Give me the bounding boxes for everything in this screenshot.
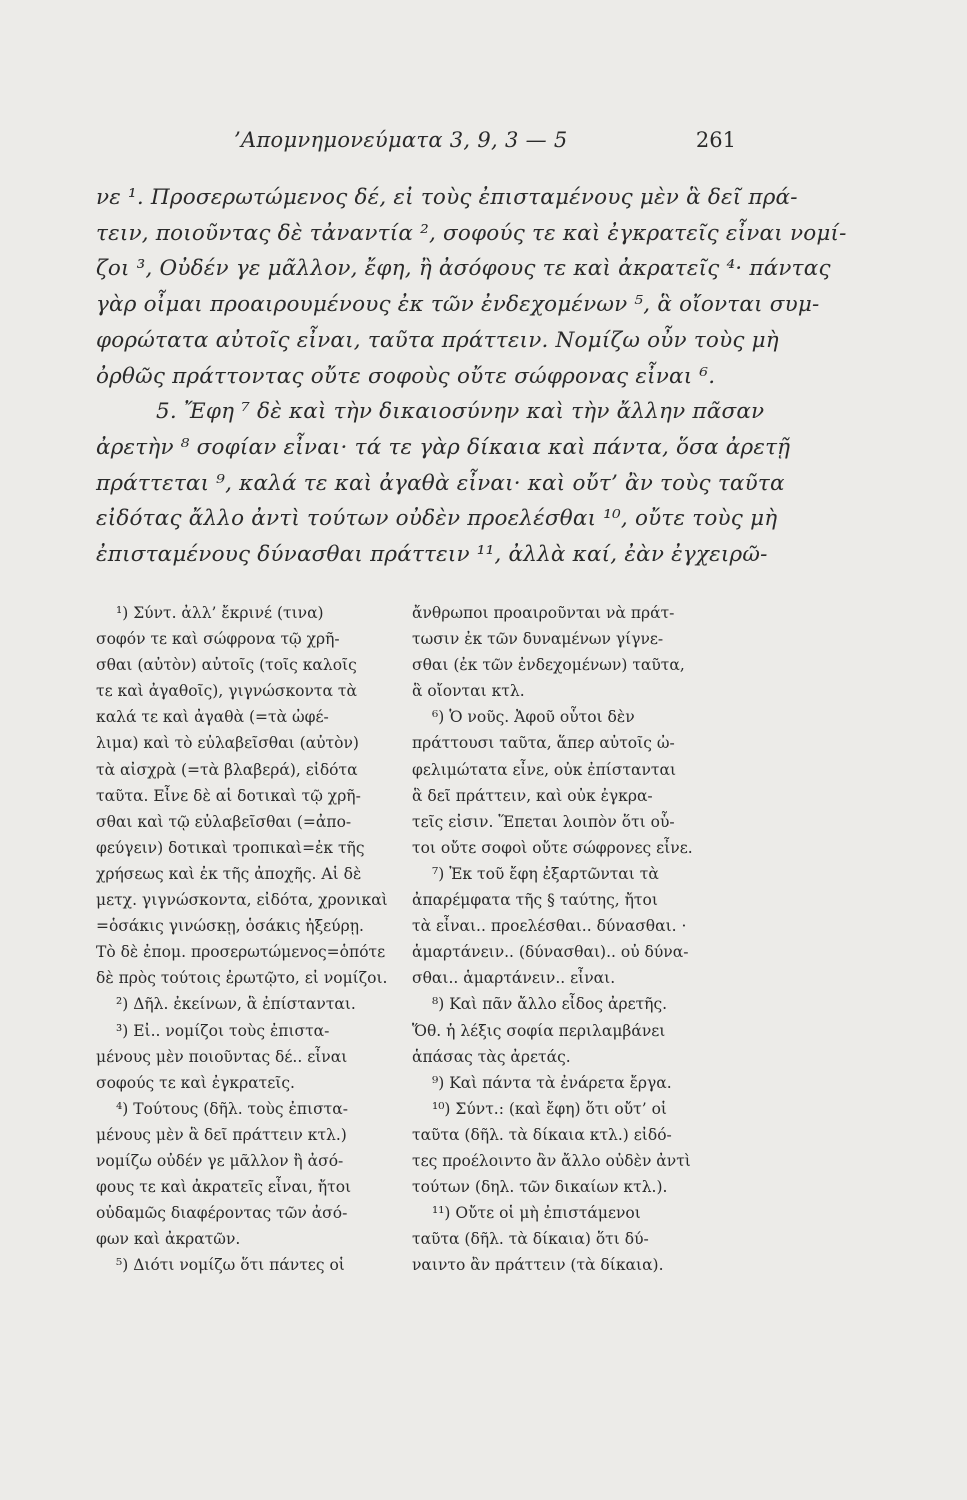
footnote-line: σθαι καὶ τῷ εὐλαβεῖσθαι (=ἀπο- <box>96 812 352 831</box>
footnote-line: σθαι (ἐκ τῶν ἐνδεχομένων) ταῦτα, <box>412 656 685 675</box>
footnote-line: ⁶) Ὁ νοῦς. Ἀφοῦ οὗτοι δὲν <box>432 708 635 727</box>
footnote-line: τὰ αἰσχρὰ (=τὰ βλαβερά), εἰδότα <box>96 760 358 779</box>
main-text-line: πράττεται ⁹, καλά τε καὶ ἀγαθὰ εἶναι· καὶ οὔτ’ ἂν τοὺς ταῦτα <box>96 470 785 496</box>
main-text-line: 5. Ἔφη ⁷ δὲ καὶ τὴν δικαιοσύνην καὶ τὴν ἄλλην πᾶσαν <box>156 399 765 425</box>
footnote-line: ¹¹) Οὔτε οἱ μὴ ἐπιστάμενοι <box>432 1204 641 1223</box>
footnote-line: τε καὶ ἀγαθοῖς), γιγνώσκοντα τὰ <box>96 682 357 701</box>
footnote-line: ταῦτα (δῆλ. τὰ δίκαια) ὅτι δύ- <box>412 1230 649 1249</box>
footnote-line: λιμα) καὶ τὸ εὐλαβεῖσθαι (αὐτὸν) <box>96 734 359 753</box>
footnote-line: ⁹) Καὶ πάντα τὰ ἐνάρετα ἔργα. <box>432 1073 672 1092</box>
footnotes-right-column <box>412 600 752 1278</box>
footnote-line: ἄνθρωποι προαιροῦνται νὰ πράτ- <box>412 604 675 622</box>
main-text-line: ζοι ³, Οὐδέν γε μᾶλλον, ἔφη, ἢ ἀσόφους τε καὶ ἀκρατεῖς ⁴· πάντας <box>96 256 831 282</box>
footnote-line: Ὅθ. ἡ λέξις σοφία περιλαμβάνει <box>412 1021 666 1040</box>
footnote-line: τες προέλοιντο ἂν ἄλλο οὐδὲν ἀντὶ <box>412 1151 691 1170</box>
main-text <box>96 180 847 573</box>
footnote-line: ἃ οἴονται κτλ. <box>412 682 525 701</box>
footnote-line: φων καὶ ἀκρατῶν. <box>96 1230 241 1249</box>
footnote-line: ναιντο ἂν πράττειν (τὰ δίκαια). <box>412 1256 664 1275</box>
footnote-line: ταῦτα. Εἶνε δὲ αἱ δοτικαὶ τῷ χρῆ- <box>96 786 361 805</box>
footnote-line: πράττουσι ταῦτα, ἅπερ αὐτοῖς ὠ- <box>412 734 675 753</box>
main-text-line: φορώτατα αὐτοῖς εἶναι, ταῦτα πράττειν. Νομίζω οὖν τοὺς μὴ <box>96 327 779 353</box>
footnote-line: ⁸) Καὶ πᾶν ἄλλο εἶδος ἀρετῆς. <box>432 995 668 1014</box>
footnotes-left-column <box>96 600 448 1278</box>
footnote-line: χρήσεως καὶ ἐκ τῆς ἀποχῆς. Αἱ δὲ <box>96 864 362 883</box>
footnote-line: φεύγειν) δοτικαὶ τροπικαὶ=ἐκ τῆς <box>96 838 365 857</box>
footnote-line: μένους μὲν ποιοῦντας δέ.. εἶναι <box>96 1047 348 1066</box>
page-number: 261 <box>695 128 736 152</box>
footnote-line: ἁμαρτάνειν.. (δύνασθαι).. οὐ δύνα- <box>412 943 689 962</box>
footnote-line: σθαι (αὐτὸν) αὐτοῖς (τοῖς καλοῖς <box>96 656 357 675</box>
footnote-line: ¹) Σύντ. ἀλλ’ ἔκρινέ (τινα) <box>116 604 324 622</box>
footnote-line: οὐδαμῶς διαφέροντας τῶν ἀσό- <box>96 1204 348 1223</box>
footnote-line: νομίζω οὐδέν γε μᾶλλον ἢ ἀσό- <box>96 1151 344 1170</box>
footnote-line: φελιμώτατα εἶνε, οὐκ ἐπίστανται <box>412 760 677 779</box>
main-text-line: ἐπισταμένους δύνασθαι πράττειν ¹¹, ἀλλὰ καί, ἐὰν ἐγχειρῶ- <box>96 542 768 568</box>
footnote-line: σθαι.. ἁμαρτάνειν.. εἶναι. <box>412 969 616 988</box>
footnote-line: τεῖς εἰσιν. Ἕπεται λοιπὸν ὅτι οὗ- <box>412 812 675 831</box>
footnote-line: ἀπαρέμφατα τῆς § ταύτης, ἤτοι <box>412 891 658 910</box>
footnote-line: καλά τε καὶ ἀγαθὰ (=τὰ ὠφέ- <box>96 708 329 727</box>
footnote-line: ⁴) Τούτους (δῆλ. τοὺς ἐπιστα- <box>116 1099 348 1118</box>
footnote-line: τὰ εἶναι.. προελέσθαι.. δύνασθαι. · <box>412 917 687 936</box>
page-header <box>96 126 736 162</box>
footnote-line: ³) Εἰ.. νομίζοι τοὺς ἐπιστα- <box>116 1021 330 1040</box>
main-text-line: εἰδότας ἄλλο ἀντὶ τούτων οὐδὲν προελέσθαι ¹⁰, οὔτε τοὺς μὴ <box>96 506 778 532</box>
footnote-line: μετχ. γιγνώσκοντα, εἰδότα, χρονικαὶ <box>96 891 388 910</box>
footnote-line: σοφόν τε καὶ σώφρονα τῷ χρῆ- <box>96 630 340 649</box>
running-title: ’Απομνημονεύματα 3, 9, 3 — 5 <box>234 128 568 152</box>
footnote-line: ⁷) Ἐκ τοῦ ἔφη ἐξαρτῶνται τὰ <box>432 864 659 883</box>
footnote-line: ⁵) Διότι νομίζω ὅτι πάντες οἱ <box>116 1256 345 1275</box>
main-text-line: γὰρ οἶμαι προαιρουμένους ἐκ τῶν ἐνδεχομένων ⁵, ἃ οἴονται συμ- <box>96 292 820 318</box>
footnote-line: =ὁσάκις γινώσκῃ, ὁσάκις ἠξεύρῃ. <box>96 917 364 936</box>
footnote-line: φους τε καὶ ἀκρατεῖς εἶναι, ἤτοι <box>96 1178 352 1197</box>
main-text-line: ἀρετὴν ⁸ σοφίαν εἶναι· τά τε γὰρ δίκαια καὶ πάντα, ὅσα ἀρετῇ <box>96 434 791 460</box>
main-text-line: τειν, ποιοῦντας δὲ τἀναντία ², σοφούς τε καὶ ἐγκρατεῖς εἶναι νομί- <box>96 220 847 246</box>
footnote-line: δὲ πρὸς τούτοις ἐρωτῷτο, εἰ νομίζοι. <box>96 969 388 988</box>
footnote-line: ταῦτα (δῆλ. τὰ δίκαια κτλ.) εἰδό- <box>412 1125 672 1144</box>
footnote-line: σοφούς τε καὶ ἐγκρατεῖς. <box>96 1073 295 1092</box>
footnote-line: τοι οὔτε σοφοὶ οὔτε σώφρονες εἶνε. <box>412 838 693 857</box>
footnote-line: ¹⁰) Σύντ.: (καὶ ἔφη) ὅτι οὔτ’ οἱ <box>432 1099 667 1118</box>
main-text-line: νε ¹. Προσερωτώμενος δέ, εἰ τοὺς ἐπισταμένους μὲν ἃ δεῖ πρά- <box>96 185 798 210</box>
footnote-line: μένους μὲν ἃ δεῖ πράττειν κτλ.) <box>96 1125 347 1144</box>
main-text-line: ὀρθῶς πράττοντας οὔτε σοφοὺς οὔτε σώφρονας εἶναι ⁶. <box>96 363 716 389</box>
footnote-line: τούτων (δηλ. τῶν δικαίων κτλ.). <box>412 1178 668 1197</box>
footnote-line: τωσιν ἐκ τῶν δυναμένων γίγνε- <box>412 630 664 649</box>
footnote-line: ἁπάσας τὰς ἀρετάς. <box>412 1047 571 1066</box>
footnote-line: ²) Δῆλ. ἐκείνων, ἃ ἐπίστανται. <box>116 995 356 1014</box>
footnote-line: ἃ δεῖ πράττειν, καὶ οὐκ ἐγκρα- <box>412 786 653 805</box>
footnote-line: Τὸ δὲ ἐπομ. προσερωτώμενος=ὁπότε <box>96 943 386 962</box>
